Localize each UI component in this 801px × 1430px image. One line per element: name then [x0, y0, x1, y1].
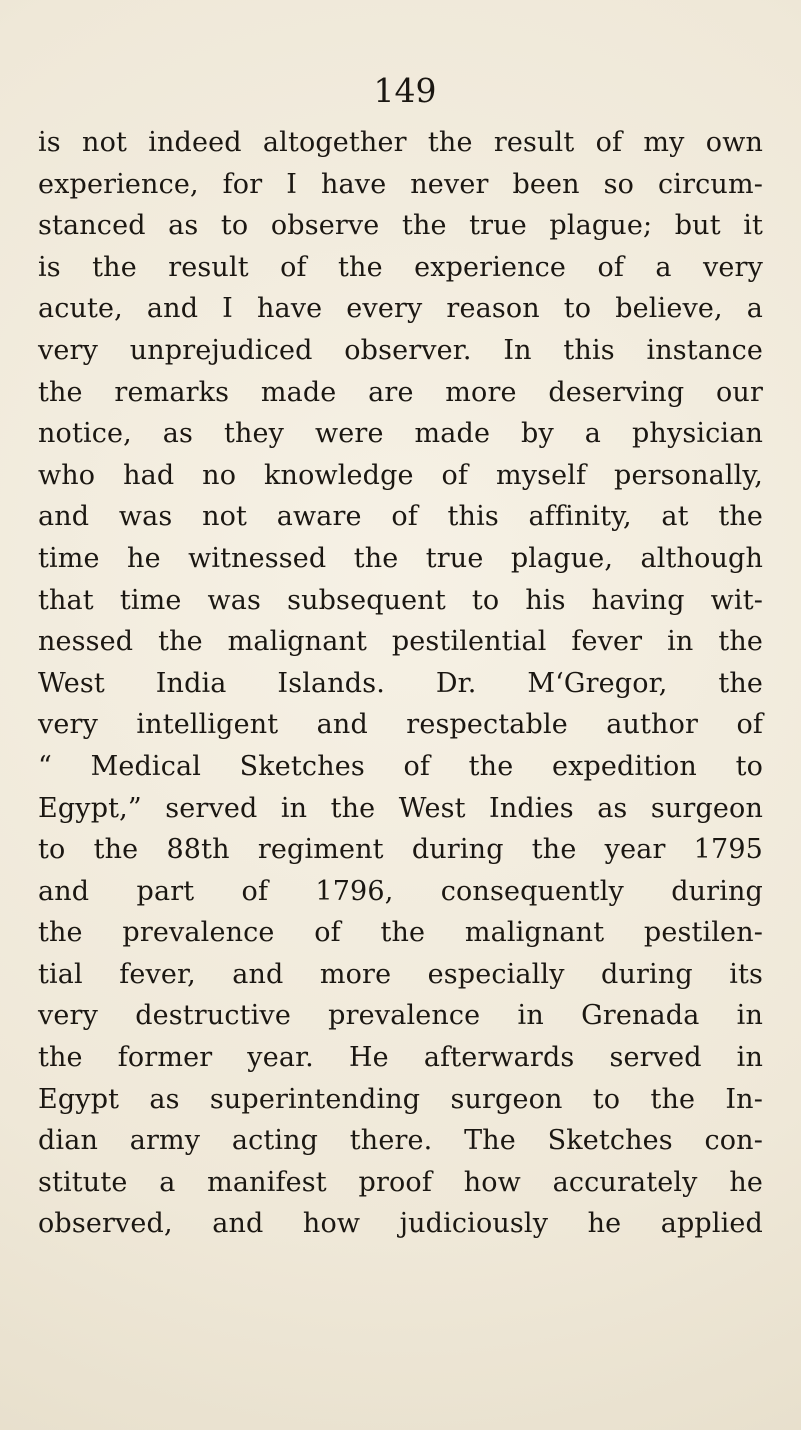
text-line: stanced as to observe the true plague; but it: [38, 210, 763, 242]
text-line: nessed the malignant pestilential fever in the: [38, 626, 763, 658]
text-line: the prevalence of the malignant pestilen-: [38, 917, 763, 949]
text-line: and part of 1796, consequently during: [38, 875, 763, 907]
text-line: West India Islands. Dr. M‘Gregor, the: [38, 667, 763, 699]
page-number: 149: [373, 71, 437, 110]
text-line: observed, and how judiciously he applied: [38, 1208, 763, 1240]
text-line: the former year. He afterwards served in: [38, 1042, 763, 1074]
text-line: Egypt,” served in the West Indies as surgeon: [38, 792, 763, 824]
text-line: “ Medical Sketches of the expedition to: [38, 750, 763, 782]
body-text: [38, 122, 763, 1245]
text-line: to the 88th regiment during the year 1795: [38, 834, 763, 866]
text-line: dian army acting there. The Sketches con-: [38, 1125, 763, 1157]
text-line: very unprejudiced observer. In this instance: [38, 334, 763, 366]
text-line: is not indeed altogether the result of my own: [38, 127, 763, 158]
text-line: tial fever, and more especially during its: [38, 958, 763, 990]
text-line: and was not aware of this affinity, at the: [38, 501, 763, 533]
text-line: the remarks made are more deserving our: [38, 376, 763, 408]
text-line: time he witnessed the true plague, although: [38, 542, 763, 574]
text-line: who had no knowledge of myself personally,: [38, 459, 763, 491]
text-line: that time was subsequent to his having wit-: [38, 584, 763, 616]
text-line: Egypt as superintending surgeon to the In-: [38, 1083, 763, 1115]
text-line: experience, for I have never been so circum-: [38, 168, 763, 200]
text-line: acute, and I have every reason to believe, a: [38, 293, 763, 325]
text-line: stitute a manifest proof how accurately he: [38, 1166, 763, 1198]
text-line: notice, as they were made by a physician: [38, 418, 763, 450]
text-line: very intelligent and respectable author of: [38, 709, 763, 741]
text-line: is the result of the experience of a very: [38, 251, 763, 283]
text-line: very destructive prevalence in Grenada in: [38, 1000, 763, 1032]
